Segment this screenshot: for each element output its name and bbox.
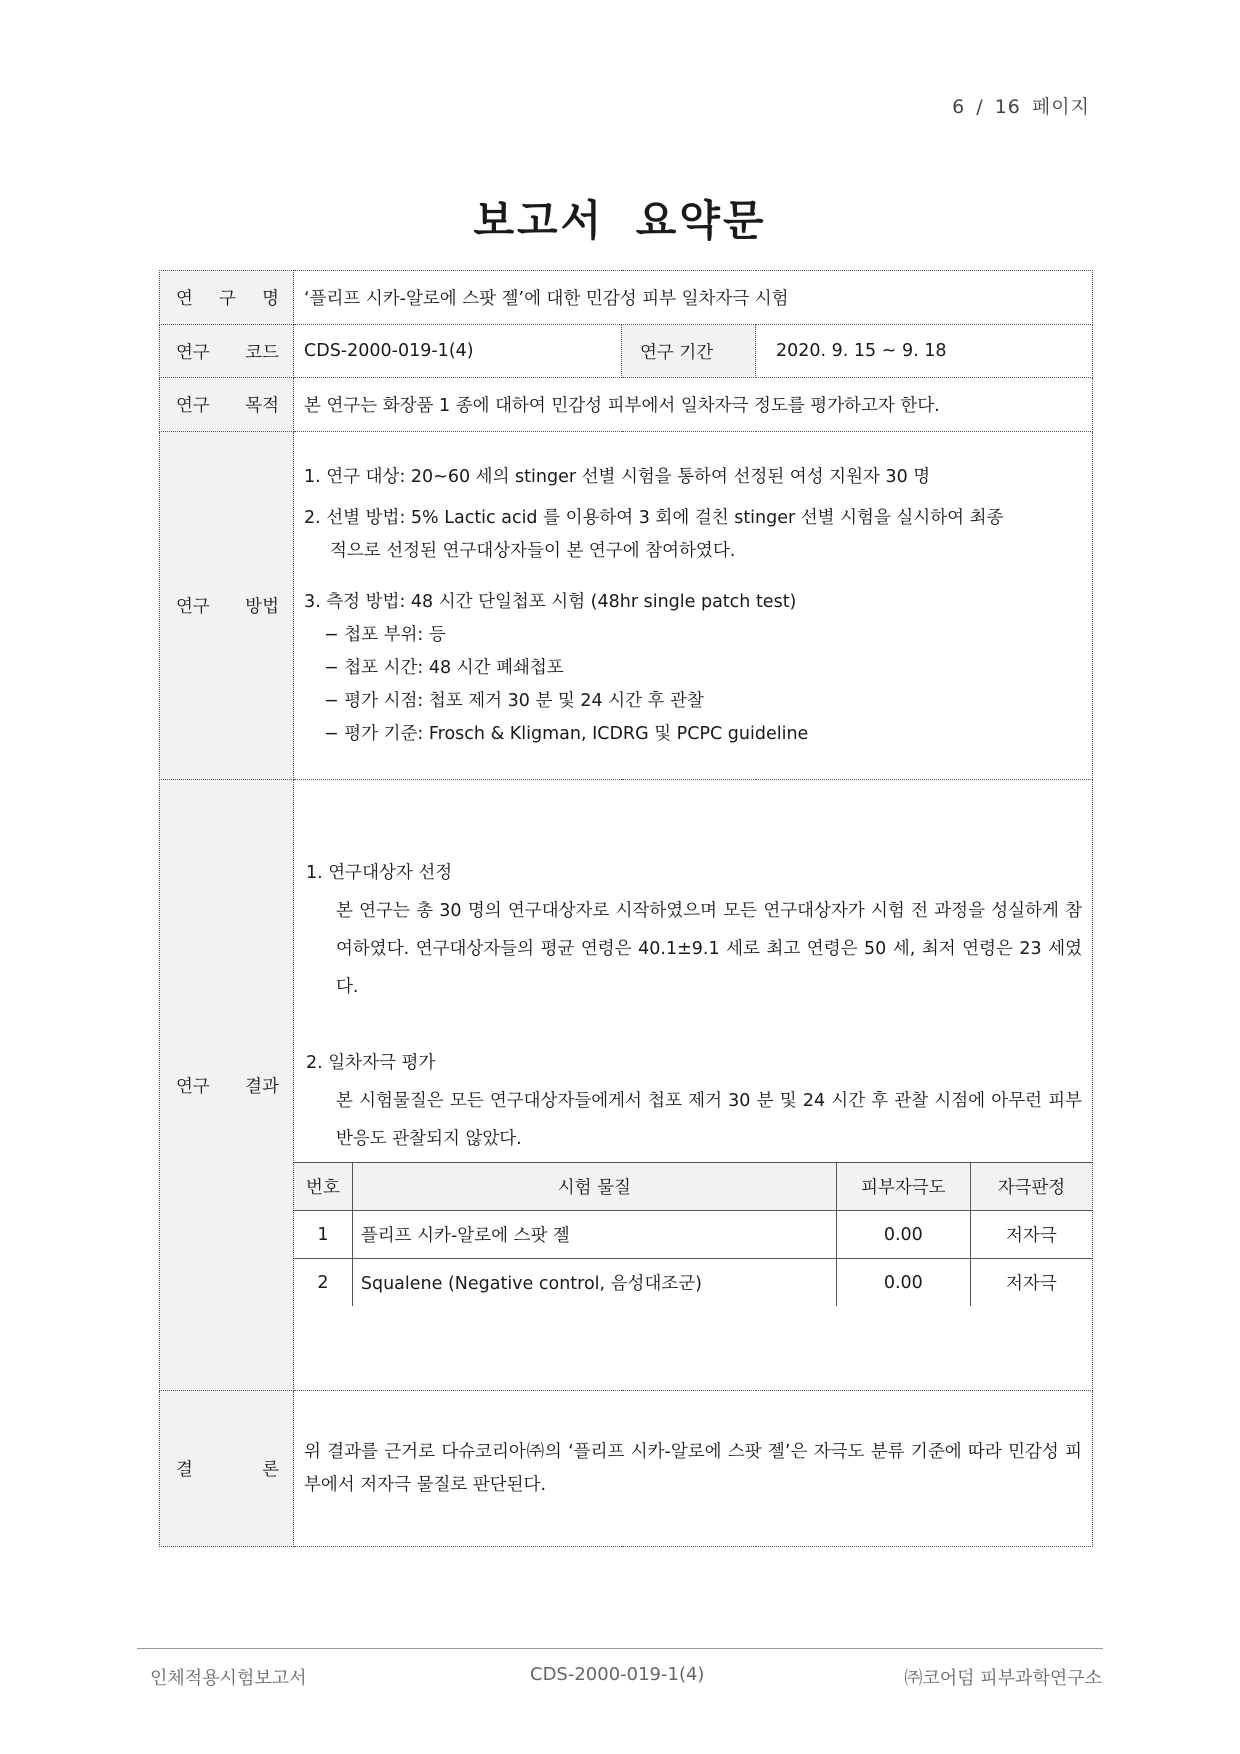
- row-conclusion: [160, 1391, 1093, 1547]
- results-paragraph-1: 본 연구는 총 30 명의 연구대상자로 시작하였으며 모든 연구대상자가 시험 전 과정을 성실하게 참여하였다. 연구대상자들의 평균 연령은 40.1±9.1 세로 최고 연령은 50 세, 최저 연령은 23 세였다.: [336, 901, 1083, 997]
- row-study-results: [160, 780, 1093, 1391]
- method-sub-1: − 첩포 부위: 등: [324, 624, 446, 645]
- row-study-method: [160, 432, 1093, 780]
- row-judgement: 저자극: [970, 1211, 1092, 1259]
- conclusion-label: 결 론: [160, 1391, 294, 1547]
- study-period-label: 연구 기간: [622, 325, 756, 378]
- row-score: 0.00: [836, 1211, 970, 1259]
- study-results-content: [294, 780, 1093, 1391]
- method-item-2-line-2: 적으로 선정된 연구대상자들이 본 연구에 참여하였다.: [330, 540, 736, 561]
- study-period-value: 2020. 9. 15 ~ 9. 18: [756, 325, 1093, 378]
- method-sub-2: − 첩포 시간: 48 시간 폐쇄첩포: [324, 657, 564, 678]
- page-number: 6 / 16 페이지: [952, 96, 1090, 118]
- table-row: [294, 1259, 1092, 1307]
- header-number: 번호: [294, 1163, 352, 1211]
- conclusion-value: 위 결과를 근거로 다슈코리아㈜의 ‘플리프 시카-알로에 스팟 젤’은 자극도 분류 기준에 따라 민감성 피부에서 저자극 물질로 판단된다.: [294, 1391, 1093, 1547]
- row-study-code: [160, 325, 1093, 378]
- row-material: Squalene (Negative control, 음성대조군): [352, 1259, 836, 1307]
- study-purpose-value: 본 연구는 화장품 1 종에 대하여 민감성 피부에서 일차자극 정도를 평가하고자 한다.: [294, 378, 1093, 432]
- study-method-content: [294, 432, 1093, 780]
- table-row: [294, 1211, 1092, 1259]
- irritation-table: [294, 1162, 1092, 1306]
- header-judgement: 자극판정: [970, 1163, 1092, 1211]
- irritation-table-header: [294, 1163, 1092, 1211]
- header-material: 시험 물질: [352, 1163, 836, 1211]
- method-item-2-line-1: 2. 선별 방법: 5% Lactic acid 를 이용하여 3 회에 걸친 stinger 선별 시험을 실시하여 최종: [304, 507, 1004, 528]
- page-title: 보고서 요약문: [473, 196, 767, 245]
- summary-table: [159, 270, 1093, 1547]
- footer-divider: [137, 1648, 1103, 1649]
- method-item-1: 1. 연구 대상: 20~60 세의 stinger 선별 시험을 통하여 선정된 여성 지원자 30 명: [304, 466, 931, 487]
- row-material: 플리프 시카-알로에 스팟 젤: [352, 1211, 836, 1259]
- row-judgement: 저자극: [970, 1259, 1092, 1307]
- study-name-label: 연 구 명: [160, 271, 294, 325]
- study-results-label: 연구 결과: [160, 780, 294, 1391]
- study-code-value: CDS-2000-019-1(4): [294, 325, 622, 378]
- row-study-name: [160, 271, 1093, 325]
- row-study-purpose: [160, 378, 1093, 432]
- header-score: 피부자극도: [836, 1163, 970, 1211]
- method-sub-4: − 평가 기준: Frosch & Kligman, ICDRG 및 PCPC guideline: [324, 723, 809, 744]
- row-number: 1: [294, 1211, 352, 1259]
- results-paragraph-2: 본 시험물질은 모든 연구대상자들에게서 첩포 제거 30 분 및 24 시간 후 관찰 시점에 아무런 피부 반응도 관찰되지 않았다.: [336, 1091, 1083, 1149]
- study-name-value: ‘플리프 시카-알로에 스팟 젤’에 대한 민감성 피부 일차자극 시험: [294, 271, 1093, 325]
- footer-right: ㈜코어덤 피부과학연구소: [904, 1668, 1102, 1689]
- row-score: 0.00: [836, 1259, 970, 1307]
- footer-left: 인체적용시험보고서: [150, 1668, 307, 1689]
- results-heading-1: 1. 연구대상자 선정: [306, 863, 453, 883]
- footer-center: CDS-2000-019-1(4): [530, 1664, 705, 1685]
- results-heading-2: 2. 일차자극 평가: [306, 1053, 436, 1073]
- study-purpose-label: 연구 목적: [160, 378, 294, 432]
- study-method-label: 연구 방법: [160, 432, 294, 780]
- method-sub-3: − 평가 시점: 첩포 제거 30 분 및 24 시간 후 관찰: [324, 690, 704, 711]
- row-number: 2: [294, 1259, 352, 1307]
- method-item-3: 3. 측정 방법: 48 시간 단일첩포 시험 (48hr single patch test): [304, 591, 797, 612]
- study-code-label: 연구 코드: [160, 325, 294, 378]
